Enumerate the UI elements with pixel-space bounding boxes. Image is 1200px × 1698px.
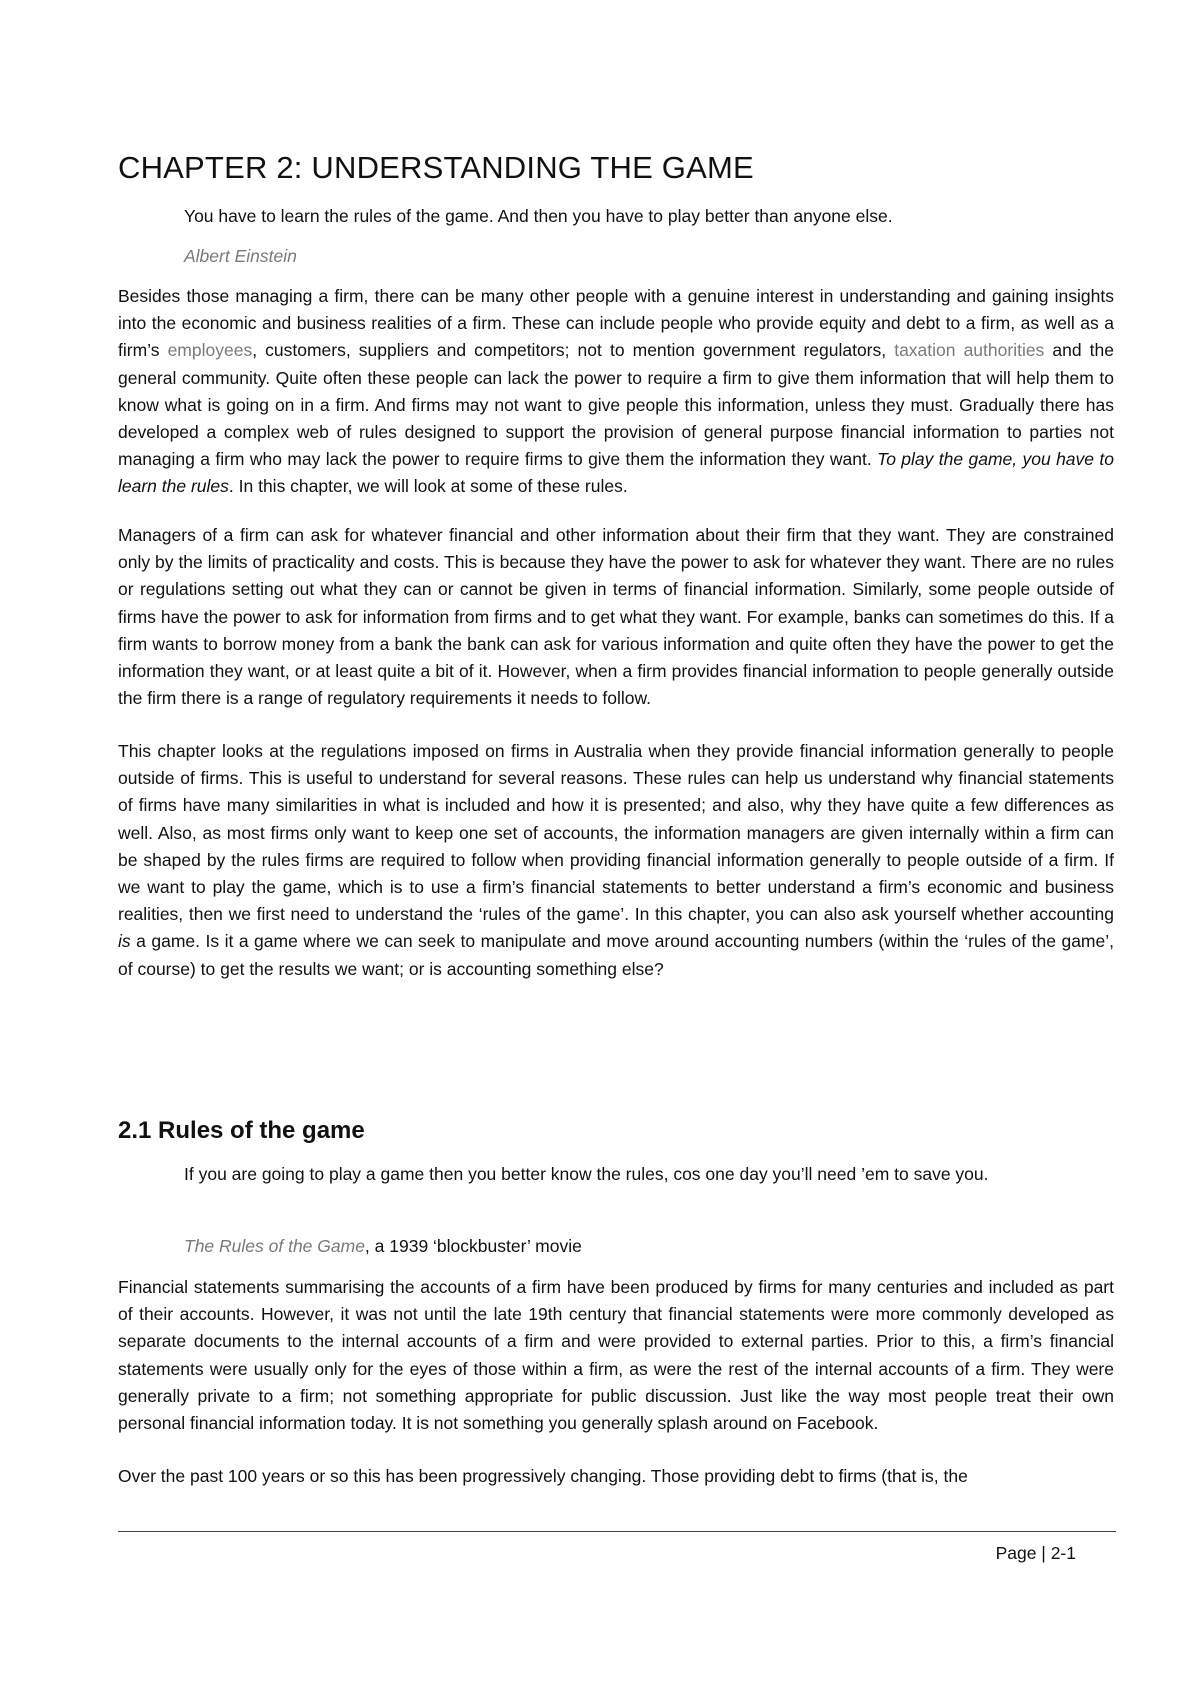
- footer-divider: [118, 1531, 1116, 1532]
- page-number: Page | 2-1: [995, 1543, 1076, 1563]
- paragraph-5: Over the past 100 years or so this has been progressively changing. Those providing debt to firms (that is, the: [118, 1466, 968, 1486]
- paragraph-3: This chapter looks at the regulations imposed on firms in Australia when they provide financial information generally to people outside of firms. This is useful to understand for several reasons. These rules can help us understand why financial statements of firms have many similarities in what is included and how it is presented; and also, why they have quite a few differences as well. Also, as most firms only want to keep one set of accounts, the information managers are given internally within a firm can be shaped by the rules firms are required to follow when providing financial information generally to people outside of a firm. If we want to play the game, which is to use a firm’s financial statements to better understand a firm’s economic and business realities, then we first need to understand the ‘rules of the game’. In this chapter, you can also ask yourself whether accounting is a game. Is it a game where we can seek to manipulate and move around accounting numbers (within the ‘rules of the game’, of course) to get the results we want; or is accounting something else?: [118, 741, 1114, 979]
- epigraph-quote: You have to learn the rules of the game. And then you have to play better than anyone else.: [184, 206, 893, 226]
- epigraph-author: Albert Einstein: [184, 246, 297, 266]
- paragraph-1: Besides those managing a firm, there can be many other people with a genuine interest in understanding and gaining insights into the economic and business realities of a firm. These can include people who provide equity and debt to a firm, as well as a firm’s employees, customers, suppliers and competitors; not to mention government regulators, taxation authorities and the general community. Quite often these people can lack the power to require a firm to give them information that will help them to know what is going on in a firm. And firms may not want to give people this information, unless they must. Gradually there has developed a complex web of rules designed to support the provision of general purpose financial information to parties not managing a firm who may lack the power to require firms to give them the information they want. To play the game, you have to learn the rules. In this chapter, we will look at some of these rules.: [118, 286, 1114, 497]
- section-heading: 2.1 Rules of the game: [118, 1117, 365, 1144]
- chapter-title: CHAPTER 2: UNDERSTANDING THE GAME: [118, 150, 754, 185]
- section-quote-source: The Rules of the Game, a 1939 ‘blockbuster’ movie: [184, 1236, 582, 1256]
- section-quote: If you are going to play a game then you better know the rules, cos one day you’ll need ’em to save you.: [184, 1164, 989, 1184]
- paragraph-4: Financial statements summarising the accounts of a firm have been produced by firms for many centuries and included as part of their accounts. However, it was not until the late 19th century that financial statements were more commonly developed as separate documents to the internal accounts of a firm and were provided to external parties. Prior to this, a firm’s financial statements were usually only for the eyes of those within a firm, as were the rest of the internal accounts of a firm. They were generally private to a firm; not something appropriate for public discussion. Just like the way most people treat their own personal financial information today. It is not something you generally splash around on Facebook.: [118, 1277, 1114, 1434]
- employees-link[interactable]: employees: [167, 340, 253, 361]
- taxation-authorities-link[interactable]: taxation authorities: [894, 340, 1045, 361]
- movie-title: The Rules of the Game: [184, 1236, 365, 1256]
- paragraph-2: Managers of a firm can ask for whatever financial and other information about their firm that they want. They are constrained only by the limits of practicality and costs. This is because they have the power to ask for whatever they want. There are no rules or regulations setting out what they can or cannot be given in terms of financial information. Similarly, some people outside of firms have the power to ask for information from firms and to get what they want. For example, banks can sometimes do this. If a firm wants to borrow money from a bank the bank can ask for various information and quite often they have the power to get the information they want, or at least quite a bit of it. However, when a firm provides financial information to people generally outside the firm there is a range of regulatory requirements it needs to follow.: [118, 525, 1114, 709]
